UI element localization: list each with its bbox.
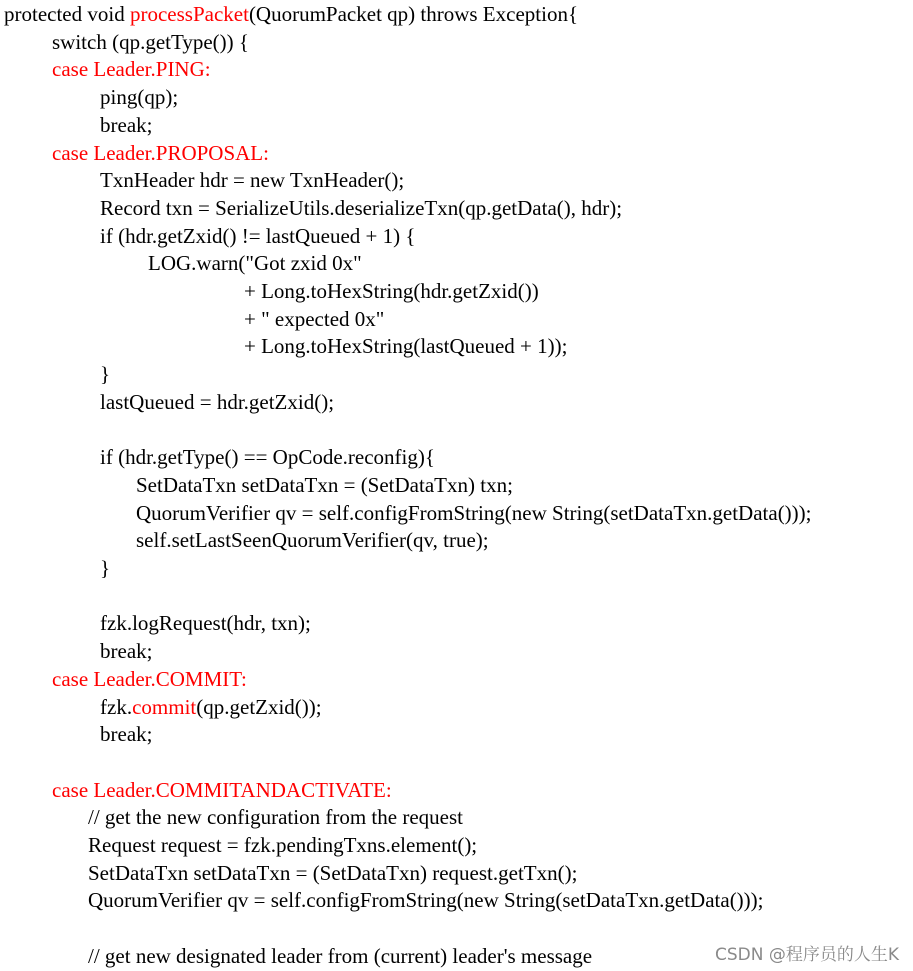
code-text: QuorumVerifier qv = self.configFromString(new String(setDataTxn.getData())); xyxy=(88,888,764,913)
code-line xyxy=(100,111,152,139)
code-line xyxy=(52,28,249,56)
code-line xyxy=(136,499,812,527)
code-text: (qp.getZxid()); xyxy=(196,694,322,719)
code-text: // get the new configuration from the request xyxy=(88,805,463,830)
code-line xyxy=(52,55,211,83)
code-text: SetDataTxn setDataTxn = (SetDataTxn) txn; xyxy=(136,472,513,497)
code-line xyxy=(88,831,477,859)
code-text: if (hdr.getType() == OpCode.reconfig){ xyxy=(100,445,435,470)
code-text: lastQueued = hdr.getZxid(); xyxy=(100,389,335,414)
code-text: fzk. xyxy=(100,694,133,719)
code-text: TxnHeader hdr = new TxnHeader(); xyxy=(100,168,405,193)
code-text: break; xyxy=(100,722,153,747)
code-text: } xyxy=(100,362,111,387)
code-line xyxy=(52,139,269,167)
code-text: + Long.toHexString(lastQueued + 1)); xyxy=(244,334,568,359)
code-line xyxy=(52,665,247,693)
code-text: ping(qp); xyxy=(100,85,179,110)
code-text: (QuorumPacket qp) throws Exception{ xyxy=(248,2,579,26)
code-text: SetDataTxn setDataTxn = (SetDataTxn) request.getTxn(); xyxy=(88,860,578,885)
code-text: if (hdr.getZxid() != lastQueued + 1) { xyxy=(100,223,416,248)
code-line xyxy=(244,305,384,333)
code-line xyxy=(100,720,152,748)
code-line xyxy=(100,194,622,222)
code-line xyxy=(244,277,539,305)
code-text: Request request = fzk.pendingTxns.element(); xyxy=(88,833,478,857)
code-highlight: case Leader.COMMIT: xyxy=(52,666,247,691)
code-text: break; xyxy=(100,112,153,137)
code-text: // get new designated leader from (current) leader's message xyxy=(88,943,593,968)
code-line xyxy=(4,0,578,28)
code-text: switch (qp.getType()) { xyxy=(52,29,249,54)
csdn-watermark: CSDN @程序员的人生K xyxy=(714,945,899,965)
code-text: protected void xyxy=(4,2,130,26)
code-line xyxy=(88,886,764,914)
code-line xyxy=(100,166,404,194)
code-highlight: case Leader.COMMITANDACTIVATE: xyxy=(52,777,392,802)
code-line xyxy=(100,388,334,416)
code-line xyxy=(88,942,592,970)
code-line xyxy=(100,443,435,471)
code-text: self.setLastSeenQuorumVerifier(qv, true); xyxy=(136,528,489,553)
code-highlight: case Leader.PING: xyxy=(52,57,211,82)
code-line xyxy=(148,249,362,277)
code-text: + Long.toHexString(hdr.getZxid()) xyxy=(244,279,539,303)
code-text: } xyxy=(100,556,111,580)
code-text: LOG.warn("Got zxid 0x" xyxy=(148,251,362,276)
code-line xyxy=(100,222,415,250)
code-line xyxy=(100,360,110,388)
code-line xyxy=(100,554,110,582)
code-line xyxy=(136,526,489,554)
code-highlight: commit xyxy=(132,694,197,719)
code-line xyxy=(88,803,463,831)
code-text: Record txn = SerializeUtils.deserializeTxn(qp.getData(), hdr); xyxy=(100,195,623,220)
code-line xyxy=(136,471,513,499)
code-line xyxy=(244,332,567,360)
code-highlight: case Leader.PROPOSAL: xyxy=(52,140,269,165)
code-line xyxy=(100,693,322,721)
code-text: + " expected 0x" xyxy=(244,306,385,331)
code-highlight: processPacket xyxy=(129,2,249,26)
code-text: QuorumVerifier qv = self.configFromString(new String(setDataTxn.getData())); xyxy=(136,500,812,525)
code-line xyxy=(100,609,311,637)
code-text: fzk.logRequest(hdr, txn); xyxy=(100,611,311,636)
code-line xyxy=(100,637,152,665)
code-line xyxy=(88,859,577,887)
code-line xyxy=(100,83,178,111)
code-text: break; xyxy=(100,639,153,664)
code-line xyxy=(52,776,392,804)
